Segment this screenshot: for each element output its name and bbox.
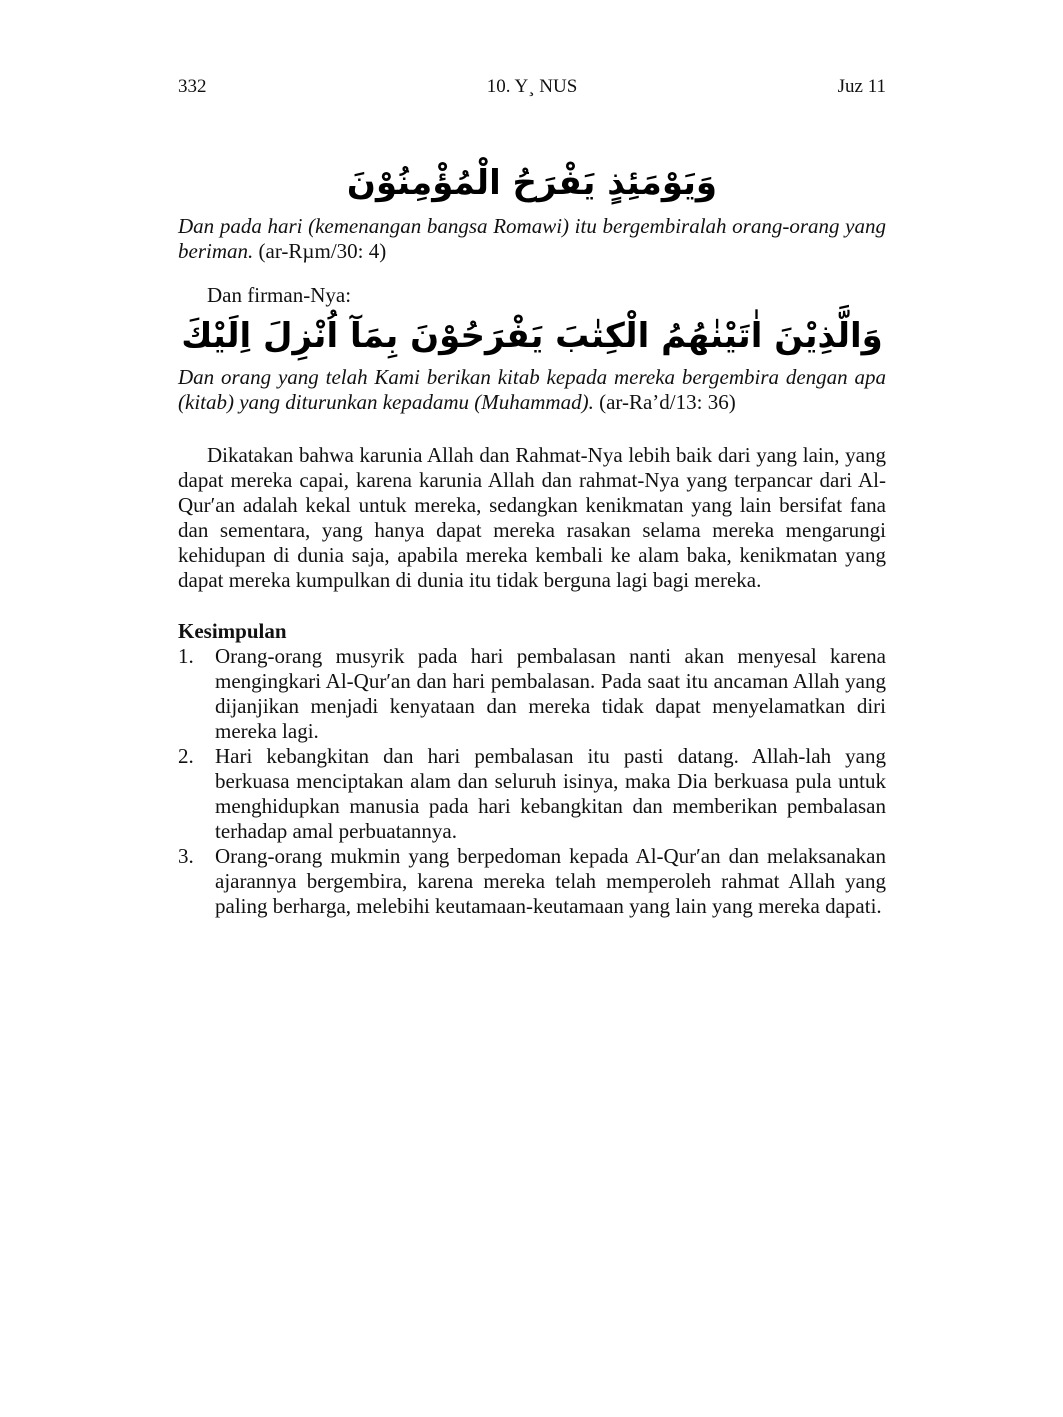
list-item-number: 3.	[178, 844, 194, 868]
page-number: 332	[178, 76, 207, 97]
verse-1-translation	[178, 214, 886, 264]
juz-label: Juz 11	[837, 76, 886, 97]
list-item-text: Orang-orang musyrik pada hari pembalasan nanti akan menyesal karena mengingkari Al-Qur′an dan hari pembalasan. Pada saat itu ancaman Allah yang dijanjikan menjadi kenyataan dan mereka tidak dapat menyelamatkan diri mereka lagi.	[215, 644, 886, 743]
verse-1-translation-text: Dan pada hari (kemenangan bangsa Romawi) itu bergembiralah orang-orang yang beriman.	[178, 214, 886, 263]
conclusion-list	[178, 644, 886, 919]
page-header	[178, 76, 886, 100]
verse-intro: Dan firman-Nya:	[207, 283, 352, 307]
list-item-text: Orang-orang mukmin yang berpedoman kepada Al-Qur′an dan melaksanakan ajarannya bergembira, karena mereka telah memperoleh rahmat Allah yang paling berharga, melebihi keutamaan-keutamaan yang lain yang mereka dapati.	[215, 844, 886, 918]
section-title: Kesimpulan	[178, 619, 287, 643]
list-item-number: 2.	[178, 744, 194, 768]
list-item	[178, 844, 886, 919]
list-item-number: 1.	[178, 644, 194, 668]
list-item-text: Hari kebangkitan dan hari pembalasan itu pasti datang. Allah-lah yang berkuasa menciptakan alam dan seluruh isinya, maka Dia berkuasa pula untuk menghidupkan manusia pada hari kebangkitan dan memberikan pembalasan terhadap amal perbuatannya.	[215, 744, 886, 843]
list-item	[178, 644, 886, 744]
page-body	[178, 156, 886, 919]
body-paragraph: Dikatakan bahwa karunia Allah dan Rahmat-Nya lebih baik dari yang lain, yang dapat mereka capai, karena karunia Allah dan rahmat-Nya yang terpancar dari Al-Qur′an adalah kekal untuk mereka, sedangkan kenikmatan yang lain bersifat fana dan sementara, yang hanya dapat mereka rasakan selama mereka mengarungi kehidupan di dunia saja, apabila mereka kembali ke alam baka, kenikmatan yang dapat mereka kumpulkan di dunia itu tidak berguna lagi bagi mereka.	[178, 443, 886, 592]
arabic-verse-2: وَالَّذِيْنَ اٰتَيْنٰهُمُ الْكِتٰبَ يَفْرَحُوْنَ بِمَآ اُنْزِلَ اِلَيْكَ	[181, 316, 883, 356]
arabic-verse-1: وَيَوْمَئِذٍ يَفْرَحُ الْمُؤْمِنُوْنَ	[346, 163, 718, 203]
verse-1-reference: (ar-Rµm/30: 4)	[258, 239, 387, 263]
list-item	[178, 744, 886, 844]
verse-2-translation-text: Dan orang yang telah Kami berikan kitab kepada mereka bergembira dengan apa (kitab) yang diturunkan kepadamu (Muhammad).	[178, 365, 886, 414]
chapter-title: 10. Y¸ NUS	[486, 76, 578, 97]
verse-2-reference: (ar-Ra’d/13: 36)	[599, 390, 736, 414]
verse-2-translation	[178, 365, 886, 415]
